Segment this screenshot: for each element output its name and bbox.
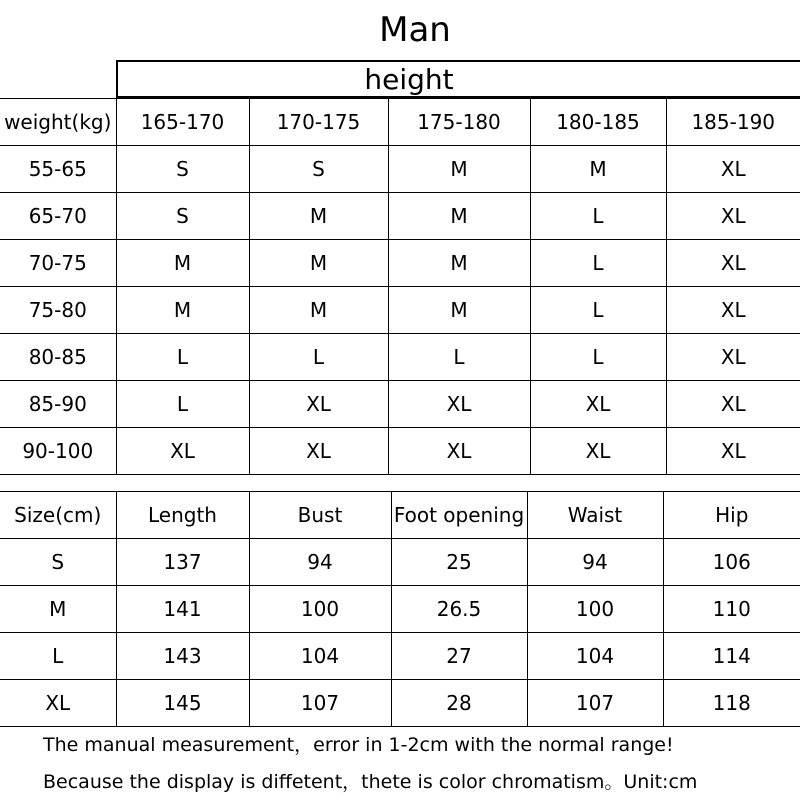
table-cell: XL	[530, 428, 666, 475]
header-cell: Bust	[249, 492, 391, 539]
header-cell: 165-170	[116, 99, 249, 146]
header-cell: 180-185	[530, 99, 666, 146]
table-cell: XL	[388, 428, 530, 475]
table-cell: 27	[391, 633, 527, 680]
row-label-cell: 75-80	[0, 287, 116, 334]
table-cell: XL	[666, 428, 800, 475]
table-header-row	[0, 99, 800, 146]
table-cell: 107	[527, 680, 663, 727]
table-row	[0, 287, 800, 334]
table-cell: L	[388, 334, 530, 381]
header-cell: 185-190	[666, 99, 800, 146]
table-row	[0, 586, 800, 633]
row-label-cell: 80-85	[0, 334, 116, 381]
table-cell: M	[388, 287, 530, 334]
table-row	[0, 633, 800, 680]
table-cell: XL	[666, 334, 800, 381]
table-cell: M	[116, 287, 249, 334]
table-cell: 100	[249, 586, 391, 633]
table-row	[0, 539, 800, 586]
table-cell: 114	[663, 633, 800, 680]
row-label-cell: 65-70	[0, 193, 116, 240]
header-cell: Waist	[527, 492, 663, 539]
weight-height-size-table	[0, 98, 800, 475]
table-cell: M	[530, 146, 666, 193]
table-cell: XL	[530, 381, 666, 428]
table-cell: S	[116, 193, 249, 240]
row-label-cell: 90-100	[0, 428, 116, 475]
table-row	[0, 381, 800, 428]
table-cell: XL	[666, 287, 800, 334]
table-cell: 110	[663, 586, 800, 633]
table-cell: 26.5	[391, 586, 527, 633]
size-measurement-table	[0, 491, 800, 727]
table-cell: XL	[666, 146, 800, 193]
table-cell: M	[116, 240, 249, 287]
row-label-cell: 70-75	[0, 240, 116, 287]
table-row	[0, 146, 800, 193]
header-cell: 175-180	[388, 99, 530, 146]
header-cell: Foot opening	[391, 492, 527, 539]
row-label-cell: XL	[0, 680, 116, 727]
height-header: height	[116, 60, 800, 98]
table-header-row	[0, 492, 800, 539]
table-cell: S	[116, 146, 249, 193]
row-label-cell: 55-65	[0, 146, 116, 193]
table-cell: L	[249, 334, 388, 381]
table-cell: 104	[527, 633, 663, 680]
table-cell: L	[530, 334, 666, 381]
table-cell: XL	[249, 381, 388, 428]
note-color: Because the display is diffetent，thete is color chromatism。Unit:cm	[43, 771, 698, 793]
table-row	[0, 193, 800, 240]
table-cell: L	[530, 193, 666, 240]
table-cell: 141	[116, 586, 249, 633]
row-label-cell: M	[0, 586, 116, 633]
table-cell: XL	[666, 240, 800, 287]
chart-title: Man	[379, 10, 451, 50]
row-label-cell: 85-90	[0, 381, 116, 428]
table-cell: XL	[388, 381, 530, 428]
table-cell: 28	[391, 680, 527, 727]
table-row	[0, 428, 800, 475]
table-cell: 25	[391, 539, 527, 586]
table-cell: XL	[666, 381, 800, 428]
header-cell: weight(kg)	[0, 99, 116, 146]
table-cell: 100	[527, 586, 663, 633]
header-cell: Hip	[663, 492, 800, 539]
table-cell: 145	[116, 680, 249, 727]
table-row	[0, 334, 800, 381]
header-cell: Size(cm)	[0, 492, 116, 539]
table-cell: 94	[249, 539, 391, 586]
table-cell: S	[249, 146, 388, 193]
table-cell: 118	[663, 680, 800, 727]
table-cell: M	[249, 287, 388, 334]
table-cell: 106	[663, 539, 800, 586]
row-label-cell: L	[0, 633, 116, 680]
table-cell: L	[530, 240, 666, 287]
table-cell: L	[116, 381, 249, 428]
table-cell: 107	[249, 680, 391, 727]
table-row	[0, 680, 800, 727]
row-label-cell: S	[0, 539, 116, 586]
header-cell: Length	[116, 492, 249, 539]
header-cell: 170-175	[249, 99, 388, 146]
table-cell: M	[388, 240, 530, 287]
table-cell: 137	[116, 539, 249, 586]
table-cell: 104	[249, 633, 391, 680]
table-cell: M	[249, 240, 388, 287]
table-cell: 143	[116, 633, 249, 680]
table-cell: M	[249, 193, 388, 240]
table-cell: 94	[527, 539, 663, 586]
table-cell: M	[388, 193, 530, 240]
table-cell: L	[116, 334, 249, 381]
table-cell: M	[388, 146, 530, 193]
table-cell: XL	[666, 193, 800, 240]
table-cell: XL	[116, 428, 249, 475]
table-cell: XL	[249, 428, 388, 475]
table-cell: L	[530, 287, 666, 334]
note-measurement: The manual measurement，error in 1-2cm with the normal range!	[43, 734, 674, 756]
table-row	[0, 240, 800, 287]
